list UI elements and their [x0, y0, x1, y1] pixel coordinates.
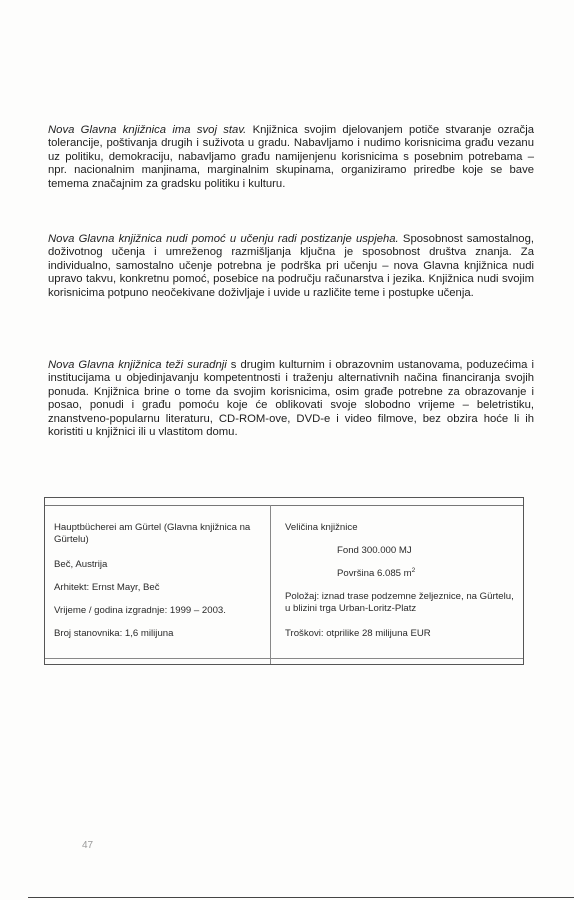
paragraph-lead: Nova Glavna knjižnica teži suradnji — [48, 359, 227, 371]
paragraph-lead: Nova Glavna knjižnica ima svoj stav. — [48, 124, 247, 136]
box-column-divider — [270, 505, 271, 664]
area-unit-superscript: 2 — [411, 566, 416, 574]
box-top-rule — [45, 505, 523, 506]
library-fund: Fond 300.000 MJ — [337, 545, 412, 556]
city-population: Broj stanovnika: 1,6 milijuna — [54, 628, 174, 639]
library-build-time: Vrijeme / godina izgradnje: 1999 – 2003. — [54, 605, 226, 616]
page-bottom-rule — [28, 897, 574, 898]
library-cost: Troškovi: otprilike 28 milijuna EUR — [285, 628, 431, 639]
box-bottom-rule — [45, 658, 523, 659]
library-size-heading: Veličina knjižnice — [285, 522, 358, 533]
paragraph-lead: Nova Glavna knjižnica nudi pomoć u učenju radi postizanje uspjeha. — [48, 233, 399, 245]
paragraph-body: Knjižnica svojim djelovanjem potiče stvaranje ozračja tolerancije, poštivanja drugih i suživota u gradu. Nabavljamo i nudimo korisnicima građu vezanu uz politiku, demokraciju, nabavljamo građu namijenjenu korisnicima s posebnim potrebama – npr. nacionalnim manjinama, marginalnim skupinama, organiziramo priredbe koje se bave temema značajnim za gradsku politiku i kulturu. — [48, 124, 534, 190]
library-site: Položaj: iznad trase podzemne željeznice, na Gürtelu, u blizini trga Urban-Loritz-Platz — [285, 591, 514, 614]
library-facts-box — [44, 497, 524, 665]
library-name: Hauptbücherei am Gürtel (Glavna knjižnica na Gürtelu) — [54, 522, 251, 545]
paragraph-body: s drugim kulturnim i obrazovnim ustanovama, poduzećima i institucijama u objedinjavanju kompetentnosti i traženju alternativnih načina financiranja svojih ponuda. Knjižnica brine o tome da svojim korisnicima, osim građe potrebne za obrazovanje i posao, ponudi i građu pomoću koje će oblikovati svoje slobodno vrijeme – beletristiku, znanstveno-popularnu literaturu, CD-ROM-ove, DVD-e i video filmove, bez obzira hoće li ih koristiti u knjižnici ili u vlastitom domu. — [48, 359, 534, 439]
library-architect: Arhitekt: Ernst Mayr, Beč — [54, 582, 160, 593]
paragraph-cooperation — [48, 359, 534, 439]
library-area-value: Površina 6.085 m — [337, 568, 412, 579]
paragraph-learning — [48, 233, 534, 300]
page-number: 47 — [82, 840, 94, 851]
library-area — [337, 568, 415, 580]
paragraph-body: Sposobnost samostalnog, doživotnog učenja i umreženog razmišljanja ključna je sposobnost društva znanja. Za individualno, samostalno učenje potrebna je podrška pri učenju – nova Glavna knjižnica nudi upravo takvu, konkretnu pomoć, posebice na području računarstva i jezika. Knjižnica nudi svojim korisnicima potpuno neočekivane doživljaje i uvide u različite teme i postupke učenja. — [48, 233, 534, 299]
paragraph-stance — [48, 124, 534, 191]
library-location: Beč, Austrija — [54, 559, 108, 570]
